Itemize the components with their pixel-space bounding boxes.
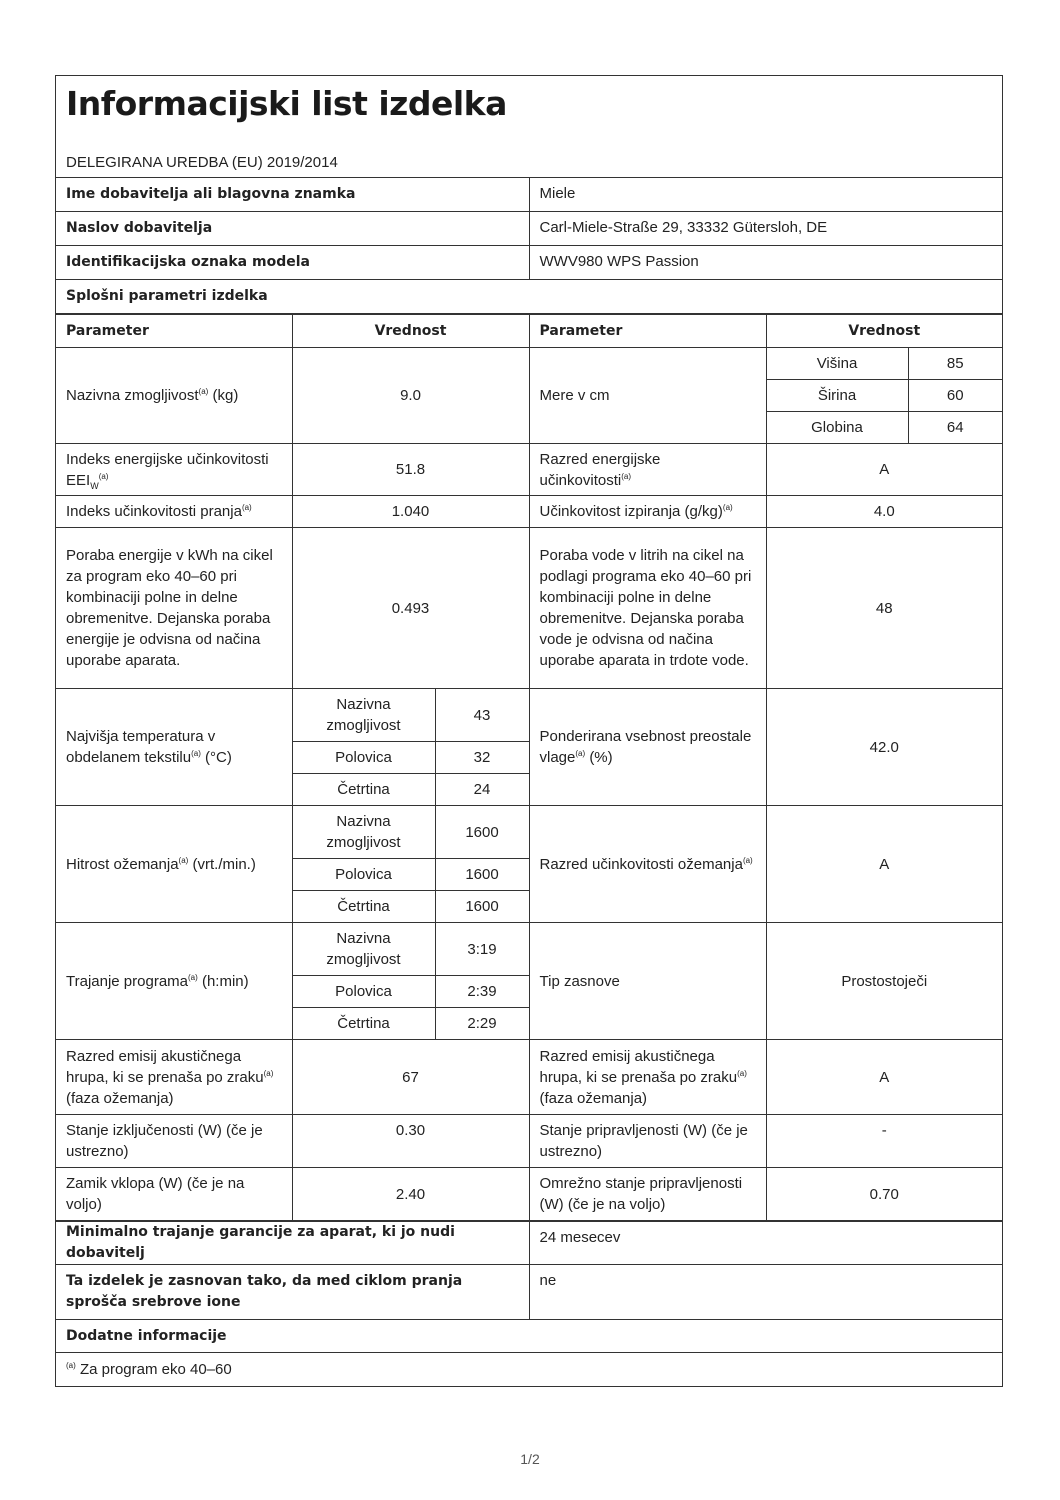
half-label: Polovica bbox=[292, 976, 435, 1008]
table-row bbox=[56, 348, 1002, 380]
product-information-sheet bbox=[55, 75, 1003, 1387]
table-row bbox=[56, 444, 1002, 496]
spin-quarter-value: 1600 bbox=[435, 891, 529, 923]
supplier-address-value: Carl-Miele-Straße 29, 33332 Gütersloh, DE bbox=[529, 212, 1002, 246]
page-number: 1/2 bbox=[520, 1451, 540, 1467]
silver-ions-label: Ta izdelek je zasnovan tako, da med ciklom pranja sprošča srebrove ione bbox=[56, 1265, 529, 1320]
table-row bbox=[56, 528, 1002, 689]
eei-label: Indeks energijske učinkovitosti $EEI_W^{(a)}$ bbox=[56, 444, 292, 496]
programme-duration-label: Trajanje programa$^{(a)}$ (h:min) bbox=[56, 923, 292, 1040]
table-row bbox=[56, 923, 1002, 976]
regulation-reference: DELEGIRANA UREDBA (EU) 2019/2014 bbox=[66, 154, 338, 171]
rated-capacity-label: Nazivna zmogljivost bbox=[292, 806, 435, 859]
networked-standby-label: Omrežno stanje pripravljenosti (W) (če je na voljo) bbox=[529, 1168, 766, 1221]
noise-emission-value: 67 bbox=[292, 1040, 529, 1115]
table-row bbox=[56, 689, 1002, 742]
temperature-quarter-value: 24 bbox=[435, 774, 529, 806]
supplier-name-value: Miele bbox=[529, 178, 1002, 212]
supplier-table bbox=[56, 177, 1002, 314]
rinsing-value: 4.0 bbox=[766, 496, 1002, 528]
silver-ions-value: ne bbox=[529, 1265, 1002, 1320]
table-row bbox=[56, 1265, 1002, 1320]
quarter-label: Četrtina bbox=[292, 1008, 435, 1040]
dimensions-label: Mere v cm bbox=[529, 348, 766, 444]
spin-class-label: Razred učinkovitosti ožemanja$^{(a)}$ bbox=[529, 806, 766, 923]
model-id-label: Identifikacijska oznaka modela bbox=[56, 246, 529, 280]
column-header-parameter: Parameter bbox=[56, 315, 292, 348]
table-row bbox=[56, 806, 1002, 859]
column-header-value: Vrednost bbox=[766, 315, 1002, 348]
table-row bbox=[56, 1320, 1002, 1353]
capacity-label: Nazivna zmogljivost$^{(a)}$ (kg) bbox=[56, 348, 292, 444]
width-value: 60 bbox=[908, 380, 1002, 412]
residual-moisture-label: Ponderirana vsebnost preostale vlage$^{(a)}$ (%) bbox=[529, 689, 766, 806]
networked-standby-value: 0.70 bbox=[766, 1168, 1002, 1221]
water-consumption-value: 48 bbox=[766, 528, 1002, 689]
half-label: Polovica bbox=[292, 859, 435, 891]
additional-info-heading: Dodatne informacije bbox=[56, 1320, 1002, 1353]
table-row bbox=[56, 246, 1002, 280]
standby-value: - bbox=[766, 1115, 1002, 1168]
water-consumption-label: Poraba vode v litrih na cikel na podlagi programa eko 40–60 pri kombinaciji polne in delne obremenitve. Dejanska poraba vode je odvisna od načina uporabe aparata in trdote vode. bbox=[529, 528, 766, 689]
warranty-value: 24 mesecev bbox=[529, 1222, 1002, 1265]
table-row bbox=[56, 1353, 1002, 1386]
supplier-address-label: Naslov dobavitelja bbox=[56, 212, 529, 246]
table-row bbox=[56, 178, 1002, 212]
washing-index-label: Indeks učinkovitosti pranja$^{(a)}$ bbox=[56, 496, 292, 528]
table-header-row bbox=[56, 315, 1002, 348]
eei-value: 51.8 bbox=[292, 444, 529, 496]
energy-consumption-value: 0.493 bbox=[292, 528, 529, 689]
warranty-label: Minimalno trajanje garancije za aparat, ki jo nudi dobavitelj bbox=[56, 1222, 529, 1265]
duration-quarter-value: 2:29 bbox=[435, 1008, 529, 1040]
temperature-rated-value: 43 bbox=[435, 689, 529, 742]
spin-speed-label: Hitrost ožemanja$^{(a)}$ (vrt./min.) bbox=[56, 806, 292, 923]
table-row bbox=[56, 1168, 1002, 1221]
page-title: Informacijski list izdelka bbox=[66, 84, 507, 123]
model-id-value: WWV980 WPS Passion bbox=[529, 246, 1002, 280]
parameters-table bbox=[56, 314, 1002, 1221]
depth-value: 64 bbox=[908, 412, 1002, 444]
title-block bbox=[56, 76, 1002, 177]
off-mode-label: Stanje izključenosti (W) (če je ustrezno) bbox=[56, 1115, 292, 1168]
height-value: 85 bbox=[908, 348, 1002, 380]
table-row bbox=[56, 212, 1002, 246]
rated-capacity-label: Nazivna zmogljivost bbox=[292, 923, 435, 976]
quarter-label: Četrtina bbox=[292, 774, 435, 806]
table-row bbox=[56, 496, 1002, 528]
supplier-name-label: Ime dobavitelja ali blagovna znamka bbox=[56, 178, 529, 212]
temperature-half-value: 32 bbox=[435, 742, 529, 774]
installation-type-value: Prostostoječi bbox=[766, 923, 1002, 1040]
quarter-label: Četrtina bbox=[292, 891, 435, 923]
duration-half-value: 2:39 bbox=[435, 976, 529, 1008]
rated-capacity-label: Nazivna zmogljivost bbox=[292, 689, 435, 742]
spin-class-value: A bbox=[766, 806, 1002, 923]
table-row bbox=[56, 1222, 1002, 1265]
noise-class-label: Razred emisij akustičnega hrupa, ki se prenaša po zraku$^{(a)}$ (faza ožemanja) bbox=[529, 1040, 766, 1115]
table-row bbox=[56, 1040, 1002, 1115]
table-row bbox=[56, 280, 1002, 314]
additional-table bbox=[56, 1221, 1002, 1386]
depth-label: Globina bbox=[766, 412, 908, 444]
off-mode-value: 0.30 bbox=[292, 1115, 529, 1168]
energy-class-label: Razred energijske učinkovitosti$^{(a)}$ bbox=[529, 444, 766, 496]
washing-index-value: 1.040 bbox=[292, 496, 529, 528]
energy-class-value: A bbox=[766, 444, 1002, 496]
width-label: Širina bbox=[766, 380, 908, 412]
delay-start-value: 2.40 bbox=[292, 1168, 529, 1221]
max-temperature-label: Najvišja temperatura v obdelanem tekstilu$^{(a)}$ (°C) bbox=[56, 689, 292, 806]
column-header-parameter: Parameter bbox=[529, 315, 766, 348]
rinsing-label: Učinkovitost izpiranja $(g/kg)^{(a)}$ bbox=[529, 496, 766, 528]
capacity-value: 9.0 bbox=[292, 348, 529, 444]
spin-half-value: 1600 bbox=[435, 859, 529, 891]
general-parameters-heading: Splošni parametri izdelka bbox=[56, 280, 1002, 314]
delay-start-label: Zamik vklopa (W) (če je na voljo) bbox=[56, 1168, 292, 1221]
height-label: Višina bbox=[766, 348, 908, 380]
standby-label: Stanje pripravljenosti (W) (če je ustrezno) bbox=[529, 1115, 766, 1168]
installation-type-label: Tip zasnove bbox=[529, 923, 766, 1040]
residual-moisture-value: 42.0 bbox=[766, 689, 1002, 806]
footnote: $^{(a)}$ Za program eko 40–60 bbox=[56, 1353, 1002, 1386]
noise-class-value: A bbox=[766, 1040, 1002, 1115]
energy-consumption-label: Poraba energije v kWh na cikel za program eko 40–60 pri kombinaciji polne in delne obremenitve. Dejanska poraba energije je odvisna od načina uporabe aparata. bbox=[56, 528, 292, 689]
column-header-value: Vrednost bbox=[292, 315, 529, 348]
table-row bbox=[56, 1115, 1002, 1168]
half-label: Polovica bbox=[292, 742, 435, 774]
noise-emission-label: Razred emisij akustičnega hrupa, ki se prenaša po zraku$^{(a)}$ (faza ožemanja) bbox=[56, 1040, 292, 1115]
duration-rated-value: 3:19 bbox=[435, 923, 529, 976]
spin-rated-value: 1600 bbox=[435, 806, 529, 859]
